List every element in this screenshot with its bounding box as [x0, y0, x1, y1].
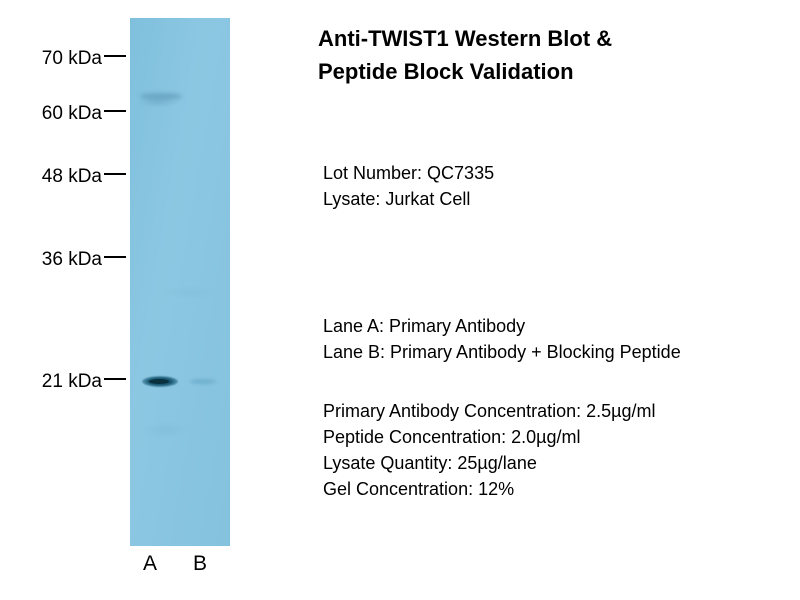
- ladder-marker-21-label: 21 kDa: [41, 371, 102, 392]
- lane-a-description: Lane A: Primary Antibody: [323, 316, 526, 336]
- figure-title-line1: Anti-TWIST1 Western Blot &: [318, 26, 613, 51]
- ladder-marker-70-label: 70 kDa: [41, 48, 102, 69]
- ladder-tick-icon: [104, 110, 126, 112]
- lane-label-b: B: [193, 552, 208, 575]
- ladder-marker-36-label: 36 kDa: [41, 249, 102, 270]
- lane-label-a: A: [143, 552, 158, 575]
- figure-text-panel: [318, 0, 800, 600]
- lane-description-block: [323, 313, 681, 365]
- lysate-text: Lysate: Jurkat Cell: [323, 189, 471, 209]
- faint-band-lane-a-high: [140, 93, 182, 100]
- peptide-concentration-text: Peptide Concentration: 2.0µg/ml: [323, 427, 581, 447]
- figure-title-line2: Peptide Block Validation: [318, 59, 574, 84]
- ladder-marker-36: [0, 249, 128, 271]
- primary-band-core: [149, 379, 169, 384]
- ladder-marker-60-label: 60 kDa: [41, 103, 102, 124]
- ladder-tick-icon: [104, 55, 126, 57]
- lot-number-text: Lot Number: QC7335: [323, 163, 495, 183]
- ladder-marker-70: [0, 48, 128, 70]
- ladder-marker-21: [0, 371, 128, 393]
- ladder-marker-48: [0, 166, 128, 188]
- sample-details-block: [323, 160, 494, 212]
- lane-b-description: Lane B: Primary Antibody + Blocking Peptide: [323, 342, 681, 362]
- gel-concentration-text: Gel Concentration: 12%: [323, 479, 515, 499]
- ladder-tick-icon: [104, 256, 126, 258]
- ladder-tick-icon: [104, 378, 126, 380]
- ladder-marker-60: [0, 103, 128, 125]
- figure-title: [318, 22, 788, 88]
- residual-band-lane-b: [190, 379, 216, 384]
- concentration-block: [323, 398, 656, 502]
- lysate-quantity-text: Lysate Quantity: 25µg/lane: [323, 453, 537, 473]
- ladder-tick-icon: [104, 173, 126, 175]
- lane-label-row: [130, 552, 230, 580]
- blot-membrane: [130, 18, 230, 546]
- ladder-marker-48-label: 48 kDa: [41, 166, 102, 187]
- primary-antibody-concentration-text: Primary Antibody Concentration: 2.5µg/ml: [323, 401, 656, 421]
